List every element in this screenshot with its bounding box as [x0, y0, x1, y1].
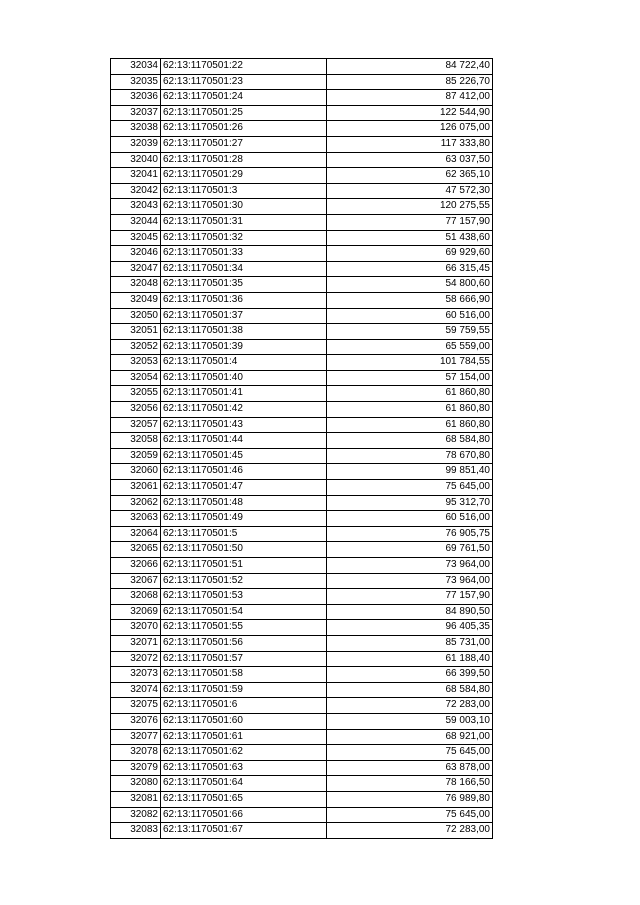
- table-row: [111, 370, 493, 386]
- cadastral-number-cell: 62:13:1170501:4: [161, 355, 327, 371]
- cadastral-number-cell: 62:13:1170501:24: [161, 90, 327, 106]
- row-number-cell: 32071: [111, 635, 161, 651]
- value-cell: 77 157,90: [327, 214, 493, 230]
- table-row: [111, 136, 493, 152]
- cadastral-number-cell: 62:13:1170501:25: [161, 105, 327, 121]
- row-number-cell: 32053: [111, 355, 161, 371]
- table-row: [111, 635, 493, 651]
- table-row: [111, 121, 493, 137]
- value-cell: 72 283,00: [327, 698, 493, 714]
- table-row: [111, 324, 493, 340]
- table-row: [111, 74, 493, 90]
- row-number-cell: 32038: [111, 121, 161, 137]
- table-row: [111, 292, 493, 308]
- cadastral-number-cell: 62:13:1170501:38: [161, 324, 327, 340]
- cadastral-number-cell: 62:13:1170501:6: [161, 698, 327, 714]
- row-number-cell: 32047: [111, 261, 161, 277]
- row-number-cell: 32035: [111, 74, 161, 90]
- table-row: [111, 713, 493, 729]
- row-number-cell: 32039: [111, 136, 161, 152]
- cadastral-number-cell: 62:13:1170501:37: [161, 308, 327, 324]
- row-number-cell: 32060: [111, 464, 161, 480]
- value-cell: 76 989,80: [327, 791, 493, 807]
- cadastral-number-cell: 62:13:1170501:49: [161, 511, 327, 527]
- row-number-cell: 32075: [111, 698, 161, 714]
- row-number-cell: 32062: [111, 495, 161, 511]
- row-number-cell: 32046: [111, 246, 161, 262]
- value-cell: 75 645,00: [327, 807, 493, 823]
- cadastral-number-cell: 62:13:1170501:36: [161, 292, 327, 308]
- row-number-cell: 32042: [111, 183, 161, 199]
- row-number-cell: 32065: [111, 542, 161, 558]
- row-number-cell: 32054: [111, 370, 161, 386]
- value-cell: 63 878,00: [327, 760, 493, 776]
- cadastral-number-cell: 62:13:1170501:29: [161, 168, 327, 184]
- cadastral-number-cell: 62:13:1170501:65: [161, 791, 327, 807]
- value-cell: 60 516,00: [327, 511, 493, 527]
- table-row: [111, 90, 493, 106]
- row-number-cell: 32058: [111, 433, 161, 449]
- row-number-cell: 32078: [111, 745, 161, 761]
- value-cell: 87 412,00: [327, 90, 493, 106]
- value-cell: 60 516,00: [327, 308, 493, 324]
- cadastral-number-cell: 62:13:1170501:34: [161, 261, 327, 277]
- cadastral-number-cell: 62:13:1170501:26: [161, 121, 327, 137]
- table-row: [111, 776, 493, 792]
- cadastral-number-cell: 62:13:1170501:32: [161, 230, 327, 246]
- value-cell: 61 860,80: [327, 386, 493, 402]
- cadastral-number-cell: 62:13:1170501:33: [161, 246, 327, 262]
- value-cell: 85 226,70: [327, 74, 493, 90]
- cadastral-number-cell: 62:13:1170501:60: [161, 713, 327, 729]
- table-row: [111, 698, 493, 714]
- cadastral-number-cell: 62:13:1170501:45: [161, 448, 327, 464]
- table-body: [111, 59, 493, 839]
- value-cell: 101 784,55: [327, 355, 493, 371]
- cadastral-number-cell: 62:13:1170501:52: [161, 573, 327, 589]
- cadastral-number-cell: 62:13:1170501:5: [161, 526, 327, 542]
- row-number-cell: 32045: [111, 230, 161, 246]
- cadastral-number-cell: 62:13:1170501:46: [161, 464, 327, 480]
- row-number-cell: 32044: [111, 214, 161, 230]
- table-row: [111, 277, 493, 293]
- value-cell: 57 154,00: [327, 370, 493, 386]
- row-number-cell: 32081: [111, 791, 161, 807]
- value-cell: 85 731,00: [327, 635, 493, 651]
- table-row: [111, 402, 493, 418]
- table-row: [111, 339, 493, 355]
- row-number-cell: 32076: [111, 713, 161, 729]
- row-number-cell: 32041: [111, 168, 161, 184]
- row-number-cell: 32072: [111, 651, 161, 667]
- value-cell: 68 584,80: [327, 433, 493, 449]
- table-row: [111, 433, 493, 449]
- table-row: [111, 464, 493, 480]
- row-number-cell: 32079: [111, 760, 161, 776]
- row-number-cell: 32064: [111, 526, 161, 542]
- value-cell: 73 964,00: [327, 573, 493, 589]
- row-number-cell: 32083: [111, 823, 161, 839]
- row-number-cell: 32050: [111, 308, 161, 324]
- row-number-cell: 32056: [111, 402, 161, 418]
- row-number-cell: 32074: [111, 682, 161, 698]
- table-row: [111, 791, 493, 807]
- value-cell: 75 645,00: [327, 480, 493, 496]
- cadastral-number-cell: 62:13:1170501:63: [161, 760, 327, 776]
- value-cell: 63 037,50: [327, 152, 493, 168]
- value-cell: 84 722,40: [327, 59, 493, 75]
- table-row: [111, 386, 493, 402]
- row-number-cell: 32066: [111, 558, 161, 574]
- table-row: [111, 511, 493, 527]
- cadastral-number-cell: 62:13:1170501:58: [161, 667, 327, 683]
- cadastral-number-cell: 62:13:1170501:48: [161, 495, 327, 511]
- table-row: [111, 105, 493, 121]
- table-row: [111, 214, 493, 230]
- value-cell: 120 275,55: [327, 199, 493, 215]
- table-row: [111, 558, 493, 574]
- value-cell: 73 964,00: [327, 558, 493, 574]
- table-row: [111, 168, 493, 184]
- row-number-cell: 32048: [111, 277, 161, 293]
- cadastral-number-cell: 62:13:1170501:41: [161, 386, 327, 402]
- value-cell: 75 645,00: [327, 745, 493, 761]
- value-cell: 69 761,50: [327, 542, 493, 558]
- cadastral-number-cell: 62:13:1170501:56: [161, 635, 327, 651]
- value-cell: 59 759,55: [327, 324, 493, 340]
- table-row: [111, 199, 493, 215]
- table-row: [111, 246, 493, 262]
- row-number-cell: 32061: [111, 480, 161, 496]
- row-number-cell: 32069: [111, 604, 161, 620]
- table-row: [111, 59, 493, 75]
- table-row: [111, 152, 493, 168]
- value-cell: 77 157,90: [327, 589, 493, 605]
- value-cell: 78 166,50: [327, 776, 493, 792]
- value-cell: 78 670,80: [327, 448, 493, 464]
- value-cell: 61 188,40: [327, 651, 493, 667]
- cadastral-number-cell: 62:13:1170501:51: [161, 558, 327, 574]
- table-row: [111, 667, 493, 683]
- row-number-cell: 32082: [111, 807, 161, 823]
- cadastral-number-cell: 62:13:1170501:39: [161, 339, 327, 355]
- cadastral-number-cell: 62:13:1170501:67: [161, 823, 327, 839]
- value-cell: 117 333,80: [327, 136, 493, 152]
- cadastral-number-cell: 62:13:1170501:57: [161, 651, 327, 667]
- table-row: [111, 604, 493, 620]
- cadastral-number-cell: 62:13:1170501:40: [161, 370, 327, 386]
- value-cell: 66 399,50: [327, 667, 493, 683]
- table-row: [111, 823, 493, 839]
- cadastral-number-cell: 62:13:1170501:47: [161, 480, 327, 496]
- cadastral-number-cell: 62:13:1170501:44: [161, 433, 327, 449]
- table-row: [111, 230, 493, 246]
- value-cell: 68 921,00: [327, 729, 493, 745]
- value-cell: 96 405,35: [327, 620, 493, 636]
- value-cell: 68 584,80: [327, 682, 493, 698]
- table-row: [111, 355, 493, 371]
- table-row: [111, 729, 493, 745]
- cadastral-number-cell: 62:13:1170501:64: [161, 776, 327, 792]
- table-row: [111, 620, 493, 636]
- cadastral-number-cell: 62:13:1170501:31: [161, 214, 327, 230]
- cadastral-number-cell: 62:13:1170501:61: [161, 729, 327, 745]
- value-cell: 99 851,40: [327, 464, 493, 480]
- row-number-cell: 32077: [111, 729, 161, 745]
- value-cell: 65 559,00: [327, 339, 493, 355]
- table-row: [111, 448, 493, 464]
- value-cell: 122 544,90: [327, 105, 493, 121]
- row-number-cell: 32036: [111, 90, 161, 106]
- data-table: [110, 58, 493, 839]
- row-number-cell: 32080: [111, 776, 161, 792]
- value-cell: 59 003,10: [327, 713, 493, 729]
- cadastral-number-cell: 62:13:1170501:30: [161, 199, 327, 215]
- cadastral-number-cell: 62:13:1170501:42: [161, 402, 327, 418]
- cadastral-number-cell: 62:13:1170501:53: [161, 589, 327, 605]
- table-row: [111, 807, 493, 823]
- cadastral-number-cell: 62:13:1170501:66: [161, 807, 327, 823]
- cadastral-number-cell: 62:13:1170501:22: [161, 59, 327, 75]
- table-row: [111, 480, 493, 496]
- value-cell: 69 929,60: [327, 246, 493, 262]
- value-cell: 61 860,80: [327, 402, 493, 418]
- table-row: [111, 526, 493, 542]
- value-cell: 95 312,70: [327, 495, 493, 511]
- cadastral-number-cell: 62:13:1170501:27: [161, 136, 327, 152]
- cadastral-number-cell: 62:13:1170501:28: [161, 152, 327, 168]
- table-row: [111, 745, 493, 761]
- table-row: [111, 760, 493, 776]
- row-number-cell: 32055: [111, 386, 161, 402]
- cadastral-number-cell: 62:13:1170501:43: [161, 417, 327, 433]
- cadastral-number-cell: 62:13:1170501:50: [161, 542, 327, 558]
- table-row: [111, 682, 493, 698]
- table-row: [111, 542, 493, 558]
- row-number-cell: 32067: [111, 573, 161, 589]
- value-cell: 66 315,45: [327, 261, 493, 277]
- value-cell: 61 860,80: [327, 417, 493, 433]
- row-number-cell: 32043: [111, 199, 161, 215]
- value-cell: 72 283,00: [327, 823, 493, 839]
- cadastral-number-cell: 62:13:1170501:62: [161, 745, 327, 761]
- table-row: [111, 573, 493, 589]
- value-cell: 62 365,10: [327, 168, 493, 184]
- row-number-cell: 32068: [111, 589, 161, 605]
- table-row: [111, 308, 493, 324]
- table-row: [111, 589, 493, 605]
- row-number-cell: 32059: [111, 448, 161, 464]
- row-number-cell: 32052: [111, 339, 161, 355]
- value-cell: 76 905,75: [327, 526, 493, 542]
- row-number-cell: 32049: [111, 292, 161, 308]
- row-number-cell: 32040: [111, 152, 161, 168]
- table-row: [111, 417, 493, 433]
- cadastral-number-cell: 62:13:1170501:23: [161, 74, 327, 90]
- table-row: [111, 495, 493, 511]
- value-cell: 126 075,00: [327, 121, 493, 137]
- cadastral-number-cell: 62:13:1170501:3: [161, 183, 327, 199]
- row-number-cell: 32063: [111, 511, 161, 527]
- value-cell: 51 438,60: [327, 230, 493, 246]
- cadastral-number-cell: 62:13:1170501:54: [161, 604, 327, 620]
- row-number-cell: 32070: [111, 620, 161, 636]
- table-row: [111, 261, 493, 277]
- table-row: [111, 183, 493, 199]
- row-number-cell: 32037: [111, 105, 161, 121]
- value-cell: 54 800,60: [327, 277, 493, 293]
- cadastral-number-cell: 62:13:1170501:35: [161, 277, 327, 293]
- cadastral-number-cell: 62:13:1170501:55: [161, 620, 327, 636]
- row-number-cell: 32073: [111, 667, 161, 683]
- value-cell: 84 890,50: [327, 604, 493, 620]
- value-cell: 58 666,90: [327, 292, 493, 308]
- value-cell: 47 572,30: [327, 183, 493, 199]
- row-number-cell: 32051: [111, 324, 161, 340]
- cadastral-number-cell: 62:13:1170501:59: [161, 682, 327, 698]
- row-number-cell: 32034: [111, 59, 161, 75]
- row-number-cell: 32057: [111, 417, 161, 433]
- table-row: [111, 651, 493, 667]
